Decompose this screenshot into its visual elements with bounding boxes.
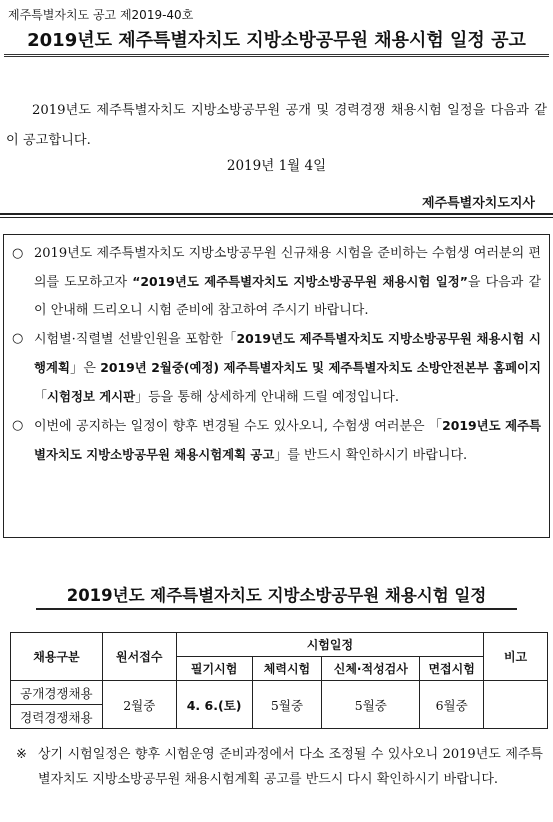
title-divider	[4, 54, 549, 57]
header-aptitude: 신체·적성검사	[322, 657, 420, 681]
circle-bullet-icon: ○	[12, 331, 24, 346]
bullet-2-text-end: 」등을 통해 상세하게 안내해 드릴 예정입니다.	[135, 390, 399, 405]
bullet-2-emphasis-board: 시험정보 게시판	[47, 389, 136, 404]
notice-bullet-2	[12, 325, 541, 412]
row-open-competition: 공개경쟁채용	[11, 681, 103, 705]
issuing-organization: 제주특별자치도지사	[421, 196, 535, 211]
header-written: 필기시험	[176, 657, 252, 681]
announcement-date: 2019년 1월 4일	[226, 158, 327, 174]
header-exam-schedule: 시험일정	[176, 633, 483, 657]
notice-box	[3, 234, 550, 538]
footnote-text: 상기 시험일정은 향후 시험운영 준비과정에서 다소 조정될 수 있사오니 2019년도 제주특별자치도 지방소방공무원 채용시험계획 공고를 반드시 다시 확인하시기 바랍니다.	[38, 747, 543, 787]
section-divider	[0, 213, 553, 215]
footnote	[10, 742, 543, 792]
notice-number: 제주특별자치도 공고 제2019-40호	[8, 8, 194, 22]
bullet-2-text: 시험별·직렬별 선발인원을 포함한「	[34, 332, 237, 347]
header-remark: 비고	[484, 633, 548, 681]
header-physical: 체력시험	[252, 657, 322, 681]
cell-written: 4. 6.(토)	[176, 681, 252, 729]
cell-aptitude: 5월중	[322, 681, 420, 729]
bullet-3-emphasis: 2019년도 제주특별자치도 지방소방공무원 채용시험계획 공고	[34, 418, 541, 462]
header-apply: 원서접수	[102, 633, 176, 681]
bullet-3-text-end: 」를 반드시 확인하시기 바랍니다.	[274, 448, 468, 463]
bullet-3-text: 이번에 공지하는 일정이 향후 변경될 수도 있사오니, 수험생 여러분은 「	[34, 419, 443, 434]
section-divider-thin	[0, 217, 553, 218]
row-career-competition: 경력경쟁채용	[11, 705, 103, 729]
bullet-2-emphasis-date: 2019년 2월중(예정) 제주특별자치도 및 제주특별자치도 소방안전본부 홈페이지	[100, 360, 541, 375]
cell-physical: 5월중	[252, 681, 322, 729]
header-interview: 면접시험	[420, 657, 484, 681]
bullet-2-emphasis-plan: 2019년도 제주특별자치도 지방소방공무원 채용시험 시행계획	[34, 331, 541, 375]
schedule-table	[10, 632, 548, 729]
bullet-2-text-mid: 」은	[69, 361, 101, 376]
cell-apply: 2월중	[102, 681, 176, 729]
schedule-title-underline	[36, 608, 517, 610]
page-title: 2019년도 제주특별자치도 지방소방공무원 채용시험 일정 공고	[27, 30, 526, 51]
cell-remark	[484, 681, 548, 729]
intro-paragraph: 2019년도 제주특별자치도 지방소방공무원 공개 및 경력경쟁 채용시험 일정을 다음과 같이 공고합니다.	[6, 103, 547, 148]
header-type: 채용구분	[11, 633, 103, 681]
bullet-2-text-mid2: 「	[34, 390, 48, 405]
bullet-1-text: 2019년도 제주특별자치도 지방소방공무원 신규채용 시험을 준비하는 수험생 여러분의 편의를 도모하고자	[34, 246, 541, 290]
cell-interview: 6월중	[420, 681, 484, 729]
notice-bullet-1	[12, 240, 541, 325]
circle-bullet-icon: ○	[12, 418, 24, 433]
notice-bullet-3	[12, 412, 541, 470]
reference-mark-icon: ※	[16, 747, 27, 762]
schedule-title: 2019년도 제주특별자치도 지방소방공무원 채용시험 일정	[66, 586, 487, 605]
bullet-1-text-end: 을 다음과 같이 안내해 드리오니 시험 준비에 참고하여 주시기 바랍니다.	[34, 275, 542, 318]
bullet-1-emphasis: “2019년도 제주특별자치도 지방소방공무원 채용시험 일정”	[132, 274, 468, 289]
circle-bullet-icon: ○	[12, 246, 24, 261]
